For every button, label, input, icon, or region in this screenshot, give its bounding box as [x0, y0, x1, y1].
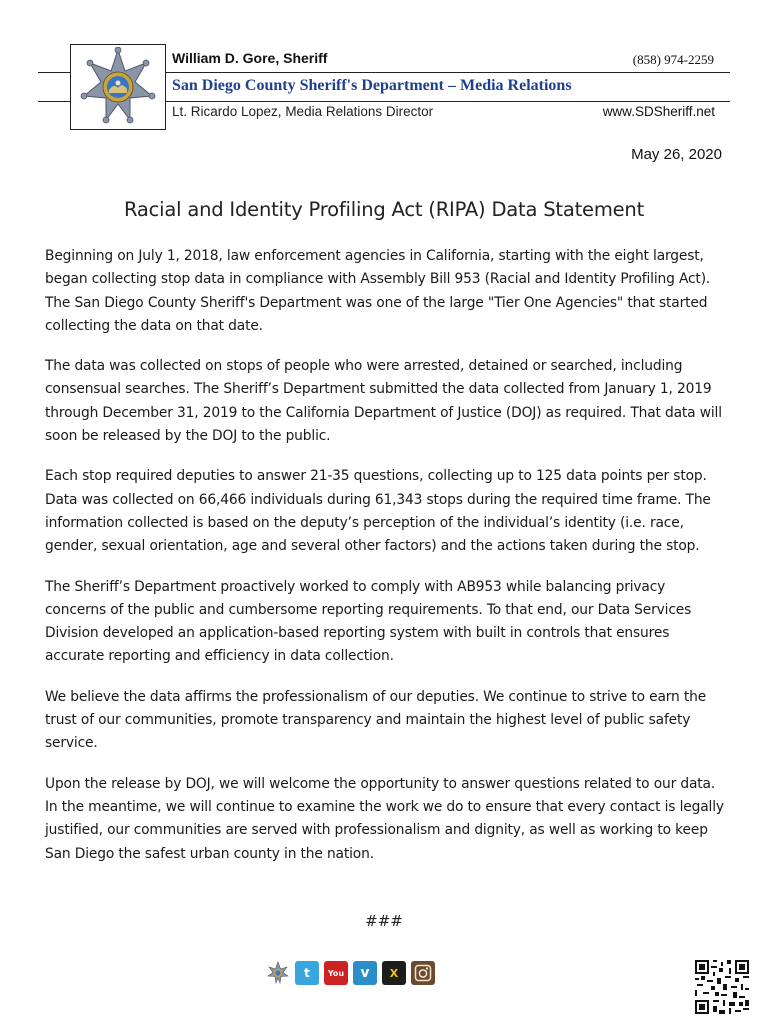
youtube-icon[interactable]: You: [324, 961, 348, 985]
twitter-icon[interactable]: t: [295, 961, 319, 985]
paragraph-4: The Sheriff’s Department proactively worked to comply with AB953 while balancing privacy concerns of the public and cumbersome reporting requirements. To that end, our Data Services Division developed an application-based reporting system with built in controls that ensures accurate reporting and efficiency in data collection.: [45, 578, 692, 665]
sheriff-star-seal-icon: [80, 47, 156, 127]
media-director: Lt. Ricardo Lopez, Media Relations Director: [172, 104, 434, 119]
end-mark: ###: [365, 912, 403, 930]
seal-frame: [70, 44, 166, 130]
qr-code-icon: [695, 960, 749, 1018]
release-date: May 26, 2020: [631, 146, 722, 163]
paragraph-3: Each stop required deputies to answer 21-35 questions, collecting up to 125 data points per stop. Data was collected on 66,466 individuals during 61,343 stops during the required time frame. The information collected is based on the deputy’s perception of the individual’s identity (i.e. race, gender, sexual orientation, age and several other factors) and the actions taken during the stop.: [45, 468, 711, 555]
sheriff-star-icon[interactable]: [266, 961, 290, 985]
paragraph-2: The data was collected on stops of people who were arrested, detained or searched, including consensual searches. The Sheriff’s Department submitted the data collected from January 1, 2019 through December 31, 2019 to the California Department of Justice (DOJ) as required. That data will soon be released by the DOJ to the public.: [45, 358, 722, 445]
statement-body: [45, 245, 730, 883]
instagram-icon[interactable]: [411, 961, 435, 985]
document-title: Racial and Identity Profiling Act (RIPA) Data Statement: [123, 198, 645, 221]
phone-number: (858) 974-2259: [632, 52, 714, 67]
paragraph-6: Upon the release by DOJ, we will welcome the opportunity to answer questions related to our data. In the meantime, we will continue to examine the work we do to ensure that every contact is legally justified, our communities are served with professionalism and dignity, as well as working to keep San Diego the safest urban county in the nation.: [45, 775, 724, 862]
nixle-icon[interactable]: X: [382, 961, 406, 985]
vimeo-icon[interactable]: v: [353, 961, 377, 985]
paragraph-1: Beginning on July 1, 2018, law enforcement agencies in California, starting with the eight largest, began collecting stop data in compliance with Assembly Bill 953 (Racial and Identity Profiling Act). The San Diego County Sheriff's Department was one of the large "Tier One Agencies" that started collecting the data on that date.: [45, 248, 711, 334]
website-link[interactable]: www.SDSheriff.net: [602, 104, 715, 119]
paragraph-5: We believe the data affirms the professionalism of our deputies. We continue to strive to earn the trust of our communities, promote transparency and maintain the highest level of public safety service.: [45, 688, 707, 752]
department-title: San Diego County Sheriff's Department – Media Relations: [172, 77, 572, 94]
sheriff-name: William D. Gore, Sheriff: [172, 50, 328, 66]
social-links: [266, 959, 435, 987]
